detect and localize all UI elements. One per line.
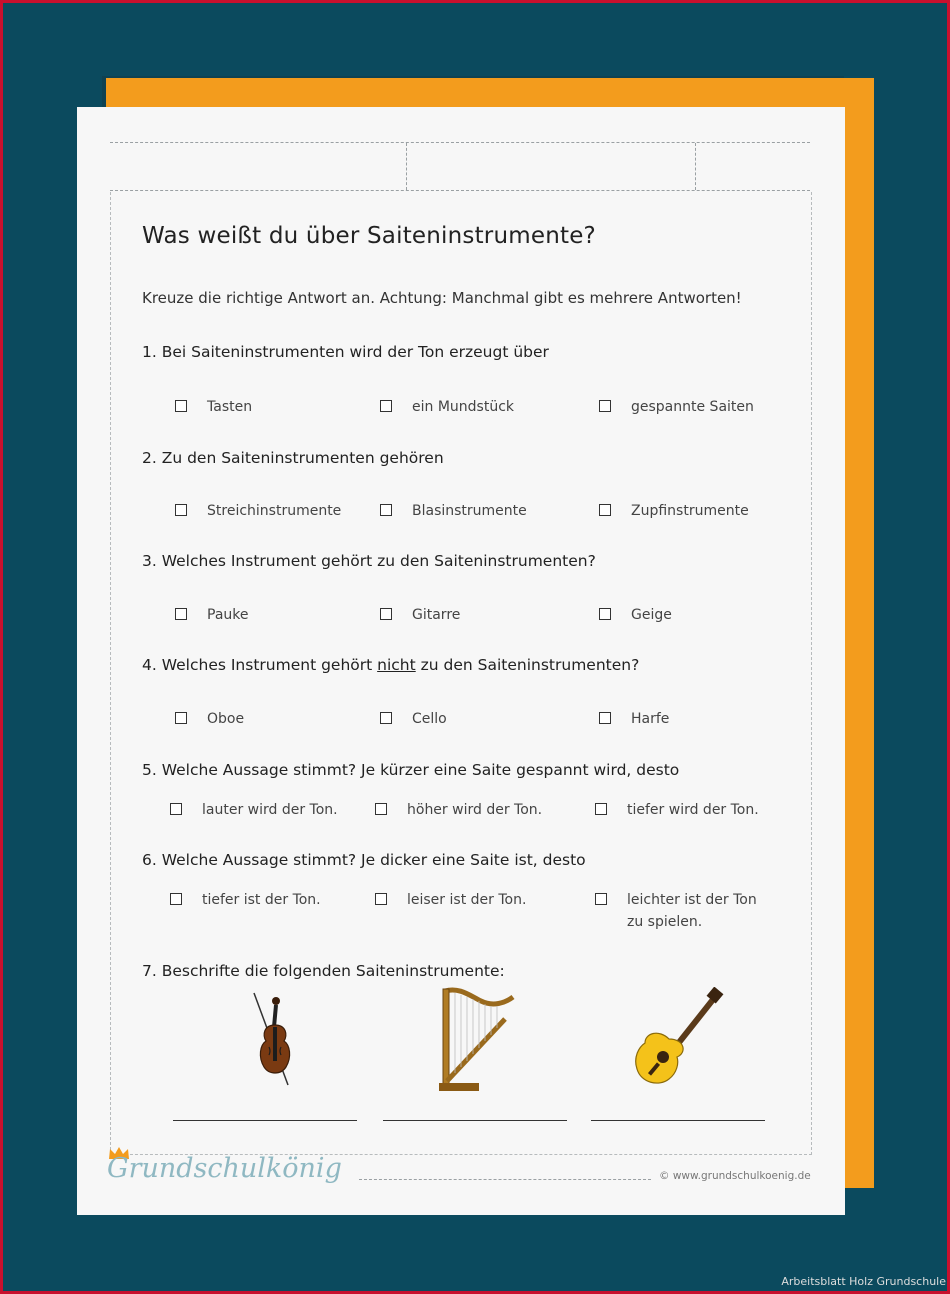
checkbox[interactable] [380, 504, 392, 516]
q4-option-2[interactable]: Cello [380, 708, 447, 730]
q5-option-3[interactable]: tiefer wird der Ton. [595, 799, 759, 821]
q6-option-3[interactable]: leichter ist der Ton zu spielen. [595, 889, 760, 933]
q4-option-3[interactable]: Harfe [599, 708, 669, 730]
q6-option-1[interactable]: tiefer ist der Ton. [170, 889, 321, 911]
q1-option-1[interactable]: Tasten [175, 396, 252, 418]
checkbox[interactable] [595, 803, 607, 815]
checkbox[interactable] [375, 893, 387, 905]
q3-option-2[interactable]: Gitarre [380, 604, 460, 626]
checkbox[interactable] [599, 608, 611, 620]
header-name-fields [110, 142, 810, 191]
copyright-text: © www.grundschulkoenig.de [659, 1170, 811, 1182]
q5-option-1[interactable]: lauter wird der Ton. [170, 799, 338, 821]
q1-option-3[interactable]: gespannte Saiten [599, 396, 754, 418]
brand-logo: Grundschulkönig [107, 1153, 342, 1184]
q2-option-2[interactable]: Blasinstrumente [380, 500, 527, 522]
answer-line-1[interactable] [173, 1120, 357, 1121]
q2-option-3[interactable]: Zupfinstrumente [599, 500, 749, 522]
q3-option-3[interactable]: Geige [599, 604, 672, 626]
checkbox[interactable] [170, 893, 182, 905]
checkbox[interactable] [380, 608, 392, 620]
q6-option-2[interactable]: leiser ist der Ton. [375, 889, 526, 911]
checkbox[interactable] [175, 400, 187, 412]
q4-option-1[interactable]: Oboe [175, 708, 244, 730]
checkbox[interactable] [380, 712, 392, 724]
q5-option-2[interactable]: höher wird der Ton. [375, 799, 542, 821]
guitar-icon [629, 987, 725, 1095]
q3-option-1[interactable]: Pauke [175, 604, 249, 626]
checkbox[interactable] [175, 504, 187, 516]
question-5: 5. Welche Aussage stimmt? Je kürzer eine Saite gespannt wird, desto [142, 761, 680, 779]
checkbox[interactable] [375, 803, 387, 815]
footer-divider [359, 1179, 651, 1180]
question-4: 4. Welches Instrument gehört nicht zu den Saiteninstrumenten? [142, 656, 640, 674]
watermark-caption: Arbeitsblatt Holz Grundschule [781, 1275, 946, 1288]
q1-option-2[interactable]: ein Mundstück [380, 396, 514, 418]
question-2: 2. Zu den Saiteninstrumenten gehören [142, 449, 444, 467]
checkbox[interactable] [599, 400, 611, 412]
answer-line-2[interactable] [383, 1120, 567, 1121]
checkbox[interactable] [175, 712, 187, 724]
violin-icon [242, 987, 302, 1087]
worksheet-title: Was weißt du über Saiteninstrumente? [142, 223, 596, 249]
checkbox[interactable] [170, 803, 182, 815]
instruction-text: Kreuze die richtige Antwort an. Achtung: Manchmal gibt es mehrere Antworten! [142, 289, 742, 307]
q2-option-1[interactable]: Streichinstrumente [175, 500, 341, 522]
emphasis-nicht: nicht [377, 656, 416, 674]
checkbox[interactable] [175, 608, 187, 620]
worksheet-sheet [77, 107, 845, 1215]
question-1: 1. Bei Saiteninstrumenten wird der Ton erzeugt über [142, 343, 549, 361]
answer-line-3[interactable] [591, 1120, 765, 1121]
checkbox[interactable] [599, 712, 611, 724]
checkbox[interactable] [599, 504, 611, 516]
checkbox[interactable] [380, 400, 392, 412]
question-6: 6. Welche Aussage stimmt? Je dicker eine Saite ist, desto [142, 851, 586, 869]
question-3: 3. Welches Instrument gehört zu den Saiteninstrumenten? [142, 552, 596, 570]
checkbox[interactable] [595, 893, 607, 905]
question-7: 7. Beschrifte die folgenden Saiteninstrumente: [142, 962, 505, 980]
harp-icon [435, 985, 519, 1093]
